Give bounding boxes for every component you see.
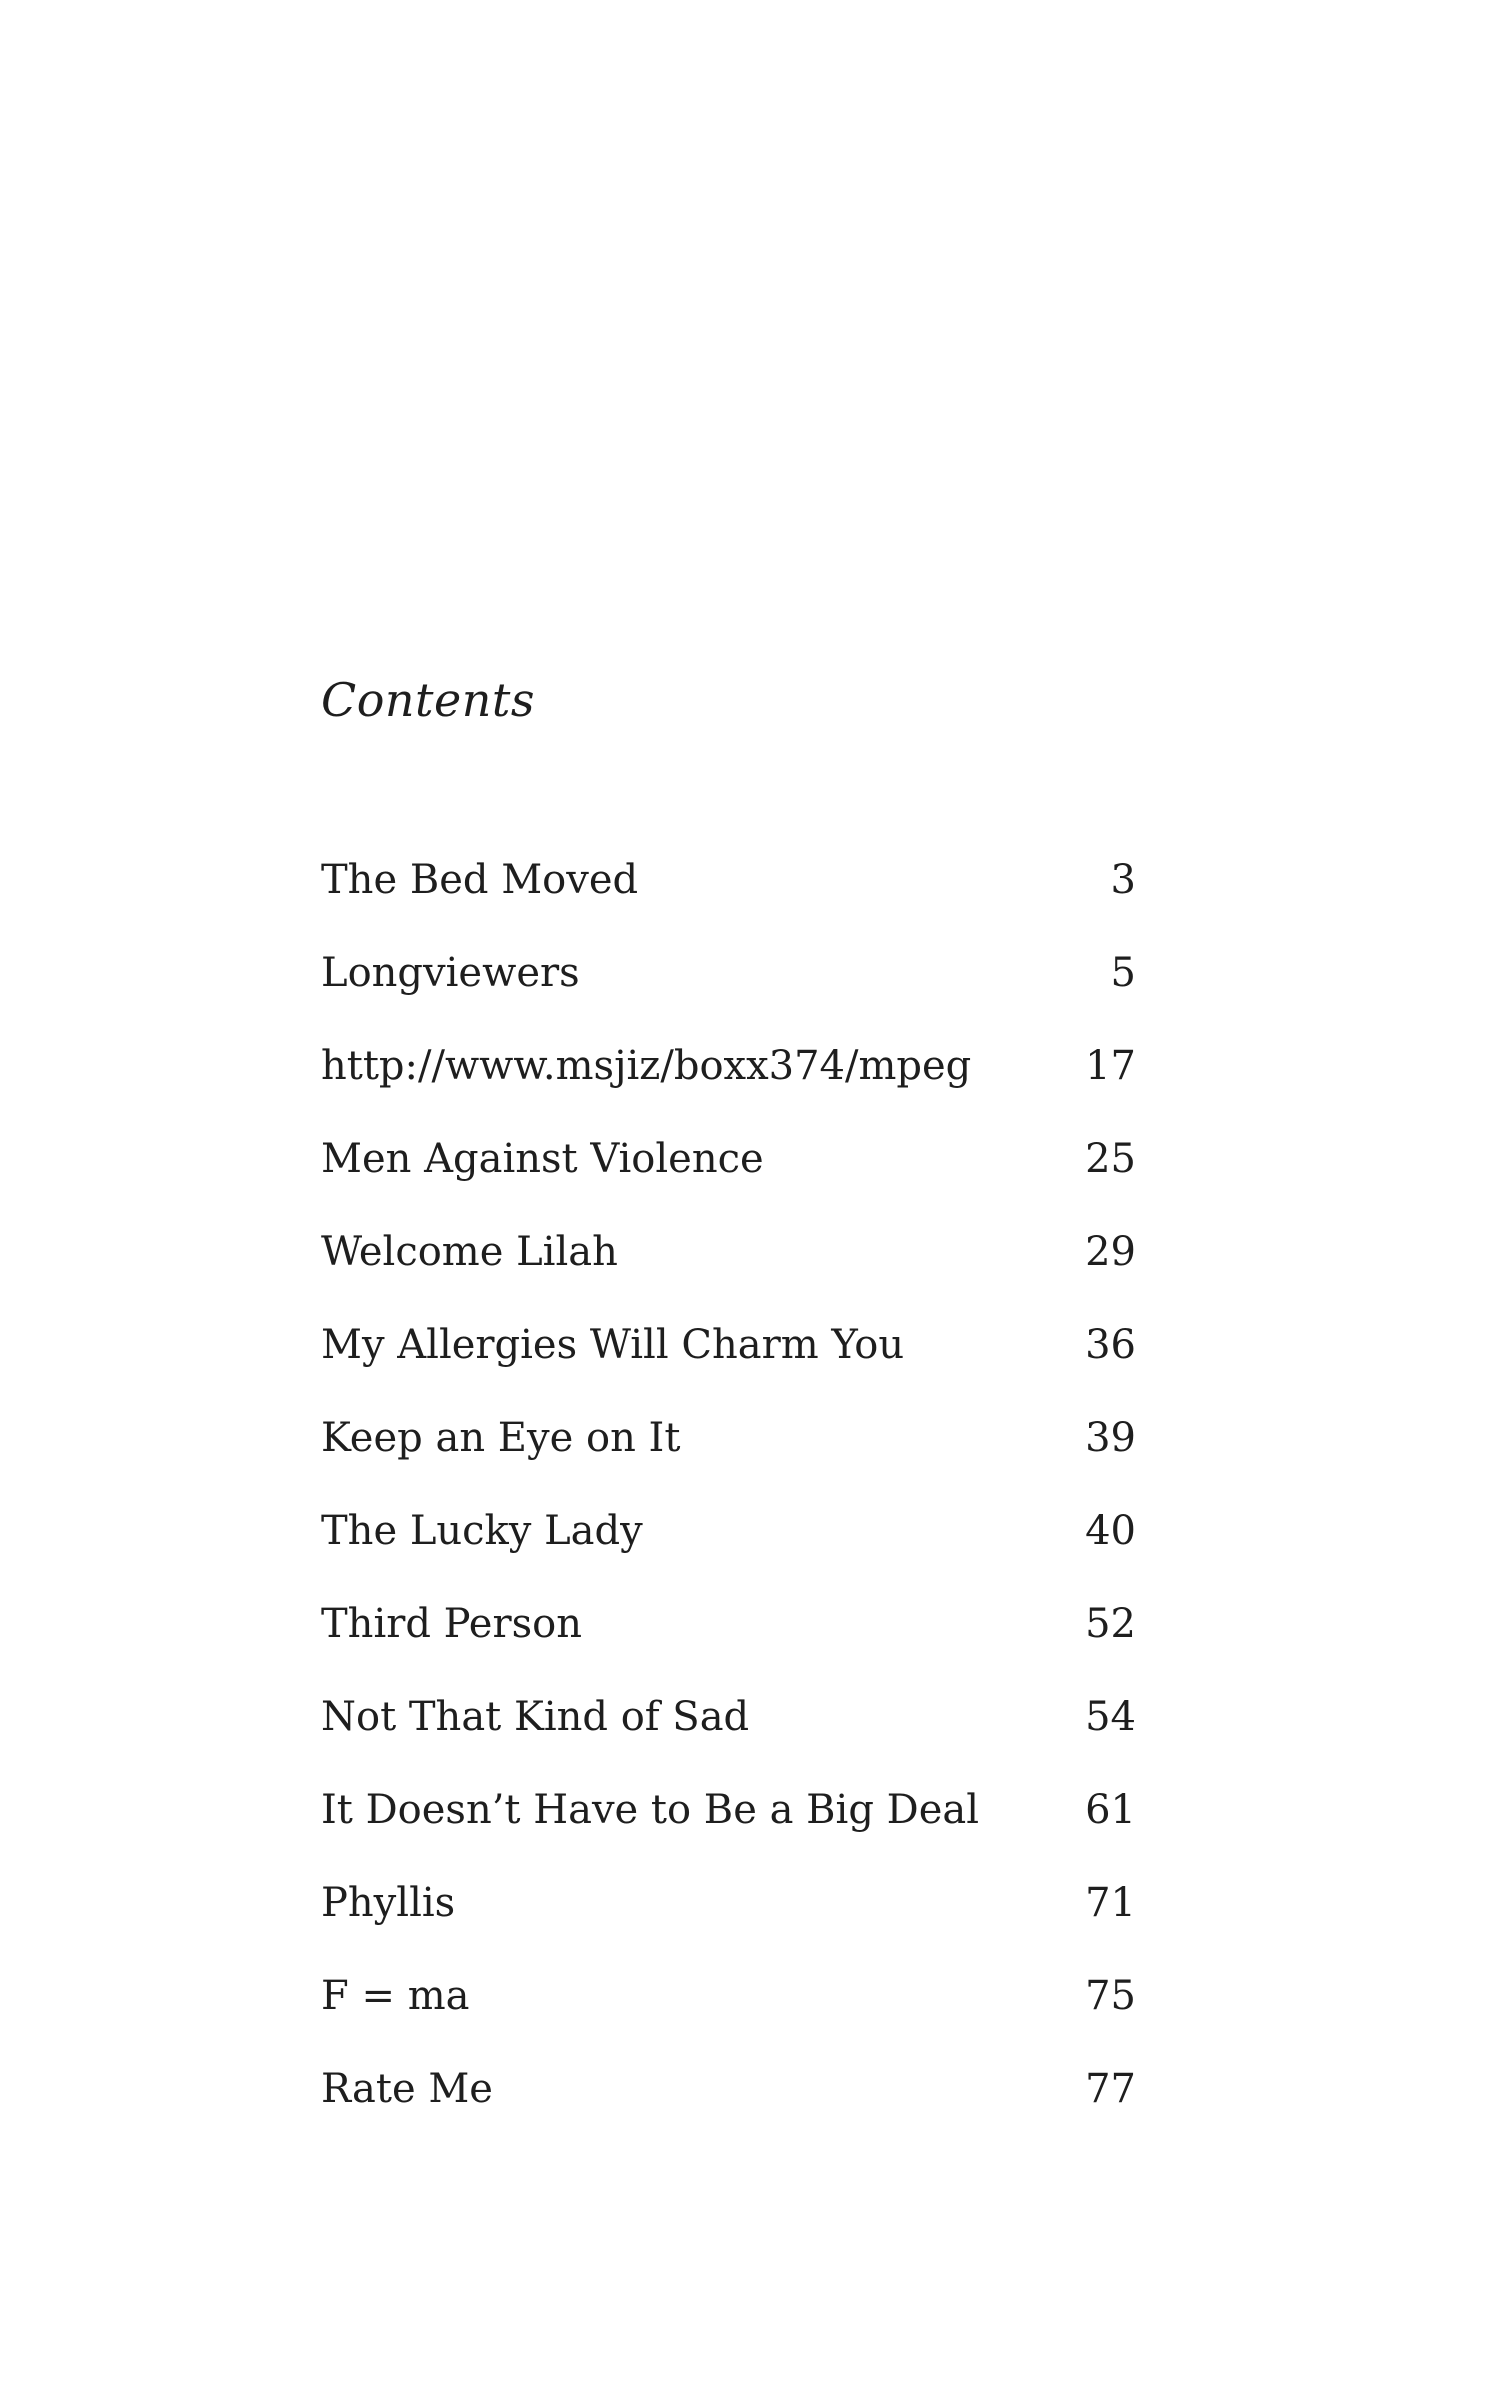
contents-heading: Contents [321,673,535,727]
toc-entry-page-number: 3 [1110,857,1136,903]
toc-entry-page-number: 75 [1085,1973,1136,2019]
toc-entry-page-number: 29 [1085,1229,1136,1275]
toc-entry[interactable] [321,1038,1136,1131]
toc-entry[interactable] [321,1875,1136,1968]
toc-entry[interactable] [321,1968,1136,2061]
toc-entry-title: http://www.msjiz/boxx374/mpeg [321,1043,972,1089]
toc-entry-page-number: 17 [1085,1043,1136,1089]
toc-entry-title: Longviewers [321,950,580,996]
toc-entry-page-number: 25 [1085,1136,1136,1182]
toc-entry-title: My Allergies Will Charm You [321,1322,905,1368]
toc-entry[interactable] [321,852,1136,945]
toc-entry[interactable] [321,1689,1136,1782]
table-of-contents [321,852,1136,2154]
toc-entry[interactable] [321,2061,1136,2154]
toc-entry[interactable] [321,1224,1136,1317]
toc-entry[interactable] [321,1317,1136,1410]
toc-entry-page-number: 39 [1085,1415,1136,1461]
toc-entry-title: Keep an Eye on It [321,1415,681,1461]
toc-entry-title: The Lucky Lady [321,1508,643,1554]
toc-entry-page-number: 61 [1085,1787,1136,1833]
toc-entry[interactable] [321,1596,1136,1689]
toc-entry-page-number: 71 [1085,1880,1136,1926]
toc-entry-title: The Bed Moved [321,857,639,903]
toc-entry-title: Men Against Violence [321,1136,764,1182]
toc-entry-page-number: 36 [1085,1322,1136,1368]
toc-entry-page-number: 77 [1085,2066,1136,2112]
toc-entry-title: Phyllis [321,1880,456,1926]
toc-entry[interactable] [321,1503,1136,1596]
toc-entry-title: Welcome Lilah [321,1229,618,1275]
toc-entry[interactable] [321,1131,1136,1224]
toc-entry-title: It Doesn’t Have to Be a Big Deal [321,1787,980,1833]
toc-entry[interactable] [321,945,1136,1038]
toc-entry-page-number: 52 [1085,1601,1136,1647]
toc-entry-title: Rate Me [321,2066,493,2112]
toc-entry-page-number: 54 [1085,1694,1136,1740]
toc-entry-title: Third Person [321,1601,582,1647]
toc-entry-title: Not That Kind of Sad [321,1694,750,1740]
toc-entry-page-number: 40 [1085,1508,1136,1554]
toc-entry[interactable] [321,1410,1136,1503]
toc-entry-title: F = ma [321,1973,470,2019]
toc-entry-page-number: 5 [1110,950,1136,996]
toc-entry[interactable] [321,1782,1136,1875]
